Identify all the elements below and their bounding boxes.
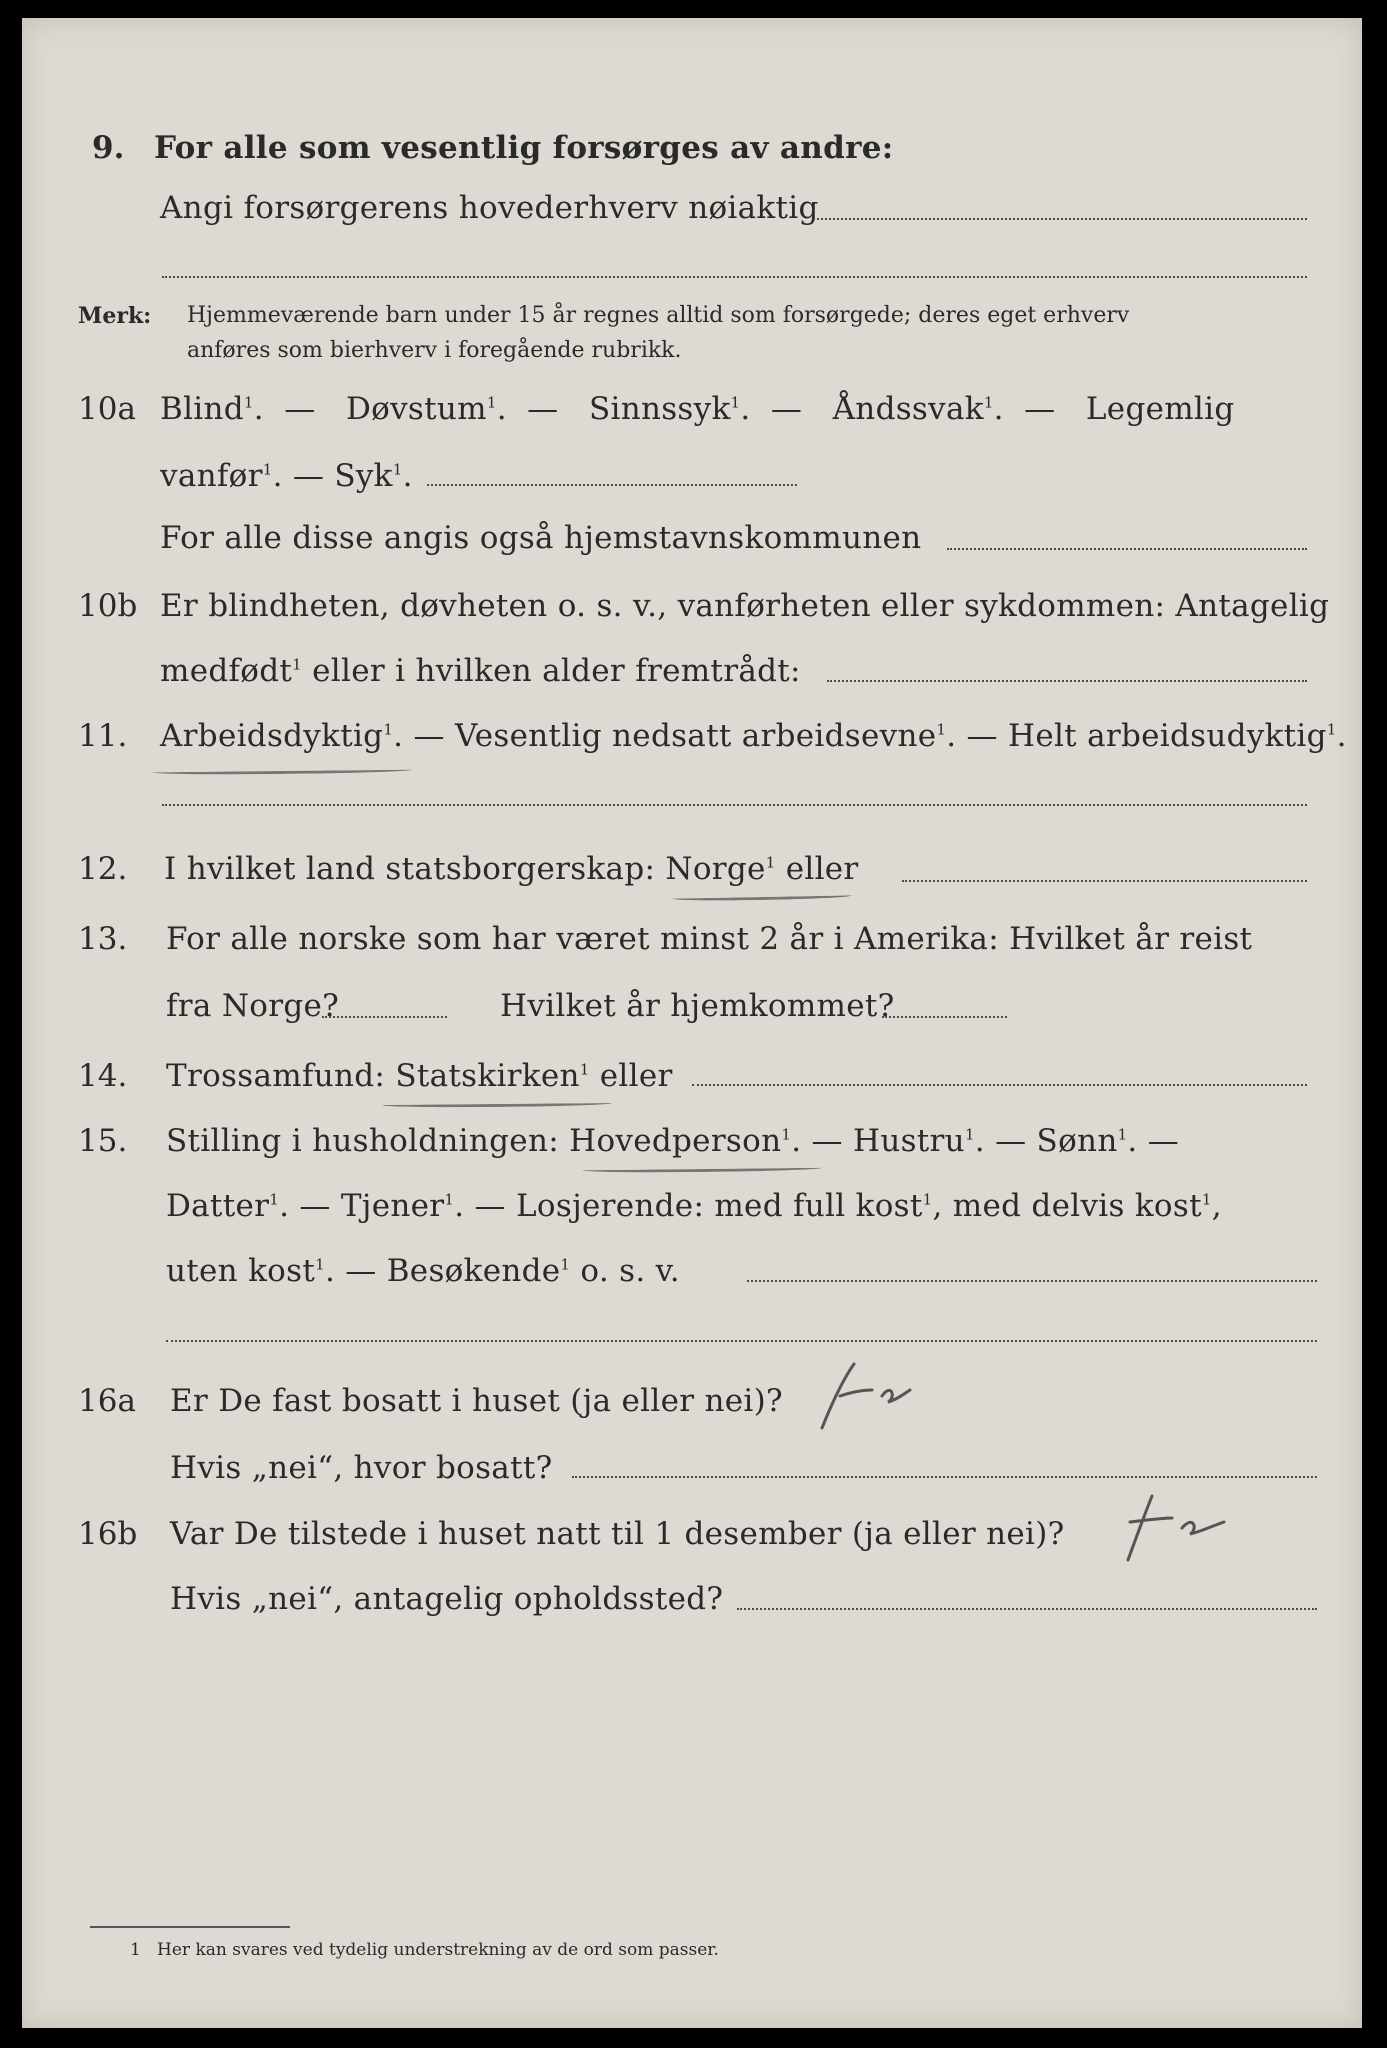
form-sheet — [22, 18, 1362, 2028]
item-10b-line-2: medfødt$^1$ eller i hvilken alder fremtrådt: — [160, 653, 801, 689]
option-full-kost: med full kost — [714, 1188, 923, 1224]
option-legemlig: Legemlig — [1085, 391, 1235, 427]
item-15-answer-line-2[interactable] — [166, 1340, 1317, 1342]
item-number-14: 14. — [78, 1058, 128, 1094]
underline-statskirken — [382, 1100, 612, 1108]
item-number-16a: 16a — [78, 1383, 136, 1419]
item-16b-sub: Hvis „nei“, antagelig opholdssted? — [170, 1581, 724, 1617]
item-10a-syk-line[interactable] — [427, 484, 797, 486]
footnote-rule — [90, 1926, 290, 1928]
item-11-line: Arbeidsdyktig$^1$. — Vesentlig nedsatt arbeidsevne$^1$. — Helt arbeidsudyktig$^1$. — [160, 718, 1347, 754]
item-9-answer-line[interactable] — [817, 218, 1307, 220]
item-16a-q: Er De fast bosatt i huset (ja eller nei)? — [170, 1383, 783, 1419]
item-10a-line-1: Blind$^1$. — Døvstum$^1$. — Sinnssyk$^1$. — Åndssvak$^1$. — Legemlig — [160, 391, 1235, 427]
option-besokende: Besøkende — [386, 1253, 561, 1289]
item-15-answer-line[interactable] — [747, 1280, 1317, 1282]
item-16b-q: Var De tilstede i huset natt til 1 desember (ja eller nei)? — [170, 1516, 1065, 1552]
option-dovstum: Døvstum — [346, 391, 487, 427]
item-16b-answer-line[interactable] — [737, 1608, 1317, 1610]
option-hovedperson: Hovedperson — [569, 1123, 782, 1159]
item-15-line-1: Stilling i husholdningen: Hovedperson$^1$. — Hustru$^1$. — Sønn$^1$. — — [166, 1123, 1180, 1159]
underline-hovedperson — [582, 1165, 822, 1174]
option-arbeidsdyktig: Arbeidsdyktig — [160, 718, 384, 754]
underline-arbeidsdyktig — [152, 767, 412, 776]
item-13-q1-line[interactable] — [322, 1016, 447, 1018]
item-16a-answer-line[interactable] — [572, 1476, 1317, 1478]
option-andssvak: Åndssvak — [832, 391, 984, 427]
item-10b-line-1: Er blindheten, døvheten o. s. v., vanførheten eller sykdommen: Antagelig — [160, 588, 1330, 624]
option-arbeidsudyktig: Helt arbeidsudyktig — [1007, 718, 1327, 754]
item-10b-answer-line[interactable] — [827, 680, 1307, 682]
item-number-12: 12. — [78, 851, 128, 887]
item-10a-kommune-line[interactable] — [947, 548, 1307, 550]
item-13-q1: fra Norge? — [166, 988, 340, 1024]
item-16a-sub: Hvis „nei“, hvor bosatt? — [170, 1450, 553, 1486]
option-tjener: Tjener — [340, 1188, 445, 1224]
option-blind: Blind — [160, 391, 244, 427]
option-vanfor: vanfør — [160, 458, 263, 494]
item-number-9: 9. — [92, 130, 125, 166]
note-line-2: anføres som bierhverv i foregående rubrikk. — [187, 338, 682, 363]
option-statskirken: Statskirken — [395, 1058, 580, 1094]
underline-norge — [672, 892, 852, 901]
item-number-15: 15. — [78, 1123, 128, 1159]
item-number-13: 13. — [78, 921, 128, 957]
option-norge: Norge — [665, 851, 766, 887]
item-number-10b: 10b — [78, 588, 138, 624]
item-13-q2-line[interactable] — [882, 1016, 1007, 1018]
footnote-text: 1 Her kan svares ved tydelig understrekning av de ord som passer. — [130, 1940, 719, 1960]
item-12-line: I hvilket land statsborgerskap: Norge$^1$ eller — [164, 851, 859, 887]
option-datter: Datter — [166, 1188, 270, 1224]
handwritten-ja-16b — [1102, 1488, 1262, 1568]
item-13-line-1: For alle norske som har været minst 2 år i Amerika: Hvilket år reist — [166, 921, 1253, 957]
item-14-answer-line[interactable] — [692, 1084, 1307, 1086]
item-15-line-2: Datter$^1$. — Tjener$^1$. — Losjerende: med full kost$^1$, med delvis kost$^1$, — [166, 1188, 1222, 1224]
item-number-16b: 16b — [78, 1516, 138, 1552]
note-label: Merk: — [78, 303, 152, 329]
option-sinnssyk: Sinnssyk — [588, 391, 731, 427]
item-10a-line-3: For alle disse angis også hjemstavnskommunen — [160, 520, 922, 556]
item-number-10a: 10a — [78, 391, 136, 427]
item-13-q2: Hvilket år hjemkommet? — [500, 988, 895, 1024]
item-10a-line-2: vanfør$^1$. — Syk$^1$. — [160, 458, 413, 494]
item-9-sub: Angi forsørgerens hovederhverv nøiaktig — [160, 190, 819, 226]
handwritten-ja-16a — [792, 1348, 932, 1438]
item-number-11: 11. — [78, 718, 128, 754]
item-14-line: Trossamfund: Statskirken$^1$ eller — [166, 1058, 673, 1094]
item-12-answer-line[interactable] — [902, 880, 1307, 882]
item-11-answer-line[interactable] — [162, 804, 1307, 806]
option-delvis-kost: med delvis kost — [952, 1188, 1202, 1224]
item-9-question: For alle som vesentlig forsørges av andre: — [154, 130, 894, 166]
option-nedsatt: Vesentlig nedsatt arbeidsevne — [454, 718, 937, 754]
option-hustru: Hustru — [852, 1123, 965, 1159]
item-9-answer-line-2[interactable] — [162, 276, 1307, 278]
option-sonn: Sønn — [1036, 1123, 1118, 1159]
note-line-1: Hjemmeværende barn under 15 år regnes alltid som forsørgede; deres eget erhverv — [187, 303, 1130, 328]
option-syk: Syk — [334, 458, 393, 494]
item-15-line-3: uten kost$^1$. — Besøkende$^1$ o. s. v. — [166, 1253, 680, 1289]
option-uten-kost: uten kost — [166, 1253, 316, 1289]
